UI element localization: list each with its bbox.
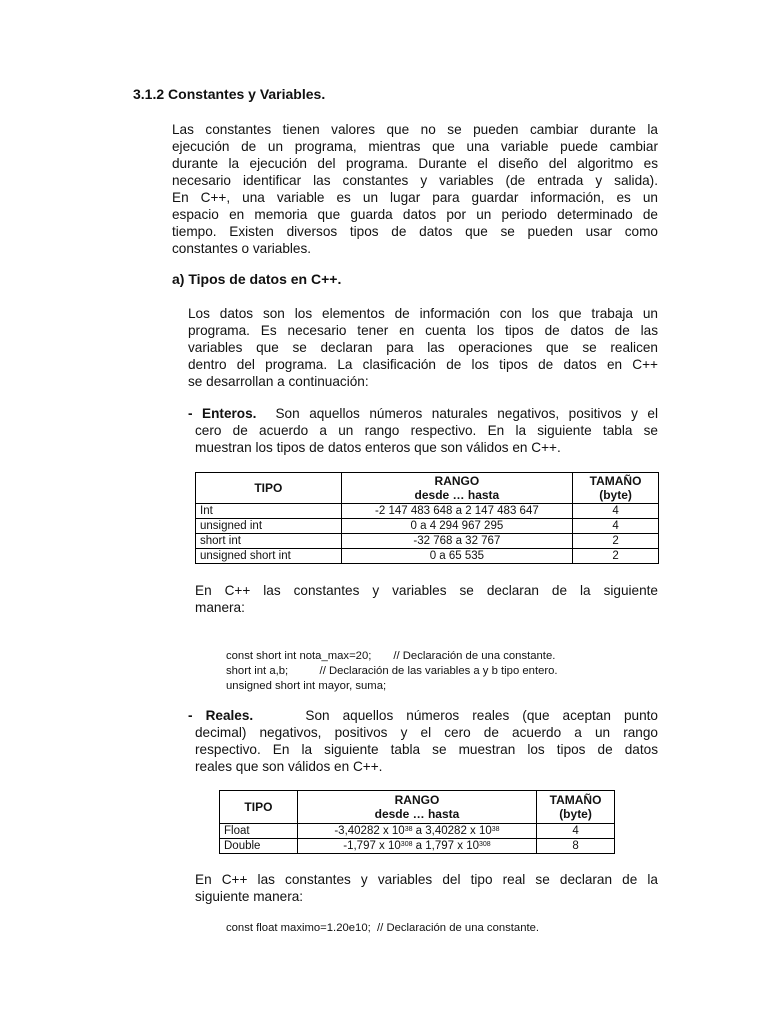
text-line: En C++ las constantes y variables del tipo real se declaran de la bbox=[195, 872, 658, 887]
code-line: unsigned short int mayor, suma; bbox=[226, 680, 387, 692]
text-line: ejecución de un programa, mientras que una variable puede cambiar bbox=[172, 139, 658, 154]
enteros-label: - Enteros. bbox=[188, 406, 257, 421]
text-line: constantes o variables. bbox=[172, 241, 312, 256]
cell-tipo: Float bbox=[220, 824, 298, 839]
text-line: cero de acuerdo a un rango respectivo. En la siguiente tabla se bbox=[195, 423, 658, 438]
table-row bbox=[196, 549, 659, 564]
reales-decl-paragraph bbox=[195, 871, 658, 905]
cell-tipo: short int bbox=[196, 534, 342, 549]
header-tamano-sub: (byte) bbox=[559, 807, 592, 821]
header-rango-sub: desde … hasta bbox=[374, 807, 460, 821]
range-from: -3,40282 x 10 bbox=[334, 825, 405, 837]
text-line: respectivo. En la siguiente tabla se muestran los tipos de datos bbox=[195, 742, 658, 757]
cell-rango: -2 147 483 648 a 2 147 483 647 bbox=[341, 504, 572, 519]
header-tipo: TIPO bbox=[220, 791, 298, 824]
cell-tipo: unsigned short int bbox=[196, 549, 342, 564]
table-row bbox=[196, 534, 659, 549]
table-row bbox=[196, 504, 659, 519]
text-line: se desarrollan a continuación: bbox=[188, 374, 369, 389]
reales-label: - Reales. bbox=[188, 708, 254, 723]
exponent: 308 bbox=[478, 841, 491, 848]
header-tamano-label: TAMAÑO bbox=[589, 474, 642, 488]
exponent: 38 bbox=[491, 826, 500, 833]
cell-tamano: 8 bbox=[537, 839, 615, 854]
cell-tamano: 2 bbox=[573, 549, 659, 564]
header-rango-label: RANGO bbox=[434, 474, 480, 488]
header-tamano-label: TAMAÑO bbox=[549, 793, 602, 807]
text-line bbox=[188, 405, 658, 422]
cell-rango bbox=[297, 824, 536, 839]
cell-tipo: unsigned int bbox=[196, 519, 342, 534]
code-line: const float maximo=1.20e10; // Declaración de una constante. bbox=[226, 922, 540, 934]
header-tamano bbox=[573, 473, 659, 504]
enteros-code-block bbox=[226, 649, 558, 694]
cell-tamano: 2 bbox=[573, 534, 659, 549]
cell-rango bbox=[297, 839, 536, 854]
header-tamano-sub: (byte) bbox=[599, 488, 632, 502]
reales-paragraph bbox=[188, 707, 658, 775]
text-line: manera: bbox=[195, 600, 245, 615]
text-line: decimal) negativos, positivos y el cero de acuerdo a un rango bbox=[195, 725, 658, 740]
text-line: dentro del programa. La clasificación de los tipos de datos en C++ bbox=[188, 357, 658, 372]
header-rango bbox=[297, 791, 536, 824]
intro-paragraph bbox=[172, 121, 658, 257]
reales-code-block bbox=[226, 921, 539, 936]
cell-rango: 0 a 4 294 967 295 bbox=[341, 519, 572, 534]
cell-tamano: 4 bbox=[573, 504, 659, 519]
text-line: muestran los tipos de datos enteros que son válidos en C++. bbox=[195, 440, 561, 455]
exponent: 308 bbox=[400, 841, 413, 848]
cell-rango: 0 a 65 535 bbox=[341, 549, 572, 564]
range-from: -1,797 x 10 bbox=[343, 840, 401, 852]
text-line: reales que son válidos en C++. bbox=[195, 759, 383, 774]
range-to: a 3,40282 x 10 bbox=[412, 825, 492, 837]
cell-tamano: 4 bbox=[537, 824, 615, 839]
header-tipo: TIPO bbox=[196, 473, 342, 504]
reales-line-0: Son aquellos números reales (que aceptan punto bbox=[305, 708, 658, 723]
header-rango bbox=[341, 473, 572, 504]
header-rango-sub: desde … hasta bbox=[414, 488, 500, 502]
range-to: a 1,797 x 10 bbox=[412, 840, 479, 852]
reales-table bbox=[219, 790, 615, 854]
enteros-decl-paragraph bbox=[195, 582, 658, 616]
enteros-table bbox=[195, 472, 659, 564]
exponent: 38 bbox=[404, 826, 413, 833]
text-line bbox=[188, 707, 658, 724]
enteros-paragraph bbox=[188, 405, 658, 456]
table-row bbox=[220, 824, 615, 839]
text-line: siguiente manera: bbox=[195, 889, 304, 904]
header-rango-label: RANGO bbox=[394, 793, 440, 807]
text-line: programa. Es necesario tener en cuenta los tipos de datos de las bbox=[188, 323, 658, 338]
text-line: En C++ las constantes y variables se declaran de la siguiente bbox=[195, 583, 658, 598]
text-line: variables que se declaran para las operaciones que se realicen bbox=[188, 340, 658, 355]
text-line: Los datos son los elementos de información con los que trabaja un bbox=[188, 306, 658, 321]
text-line: tiempo. Existen diversos tipos de datos que se pueden usar como bbox=[172, 224, 658, 239]
text-line: necesario identificar las constantes y variables (de entrada y salida). bbox=[172, 173, 658, 188]
text-line: durante la ejecución del programa. Durante el diseño del algoritmo es bbox=[172, 156, 658, 171]
table-header-row bbox=[220, 791, 615, 824]
cell-tamano: 4 bbox=[573, 519, 659, 534]
cell-tipo: Double bbox=[220, 839, 298, 854]
datos-paragraph bbox=[188, 305, 658, 390]
text-line: En C++, una variable es un lugar para guardar información, es un bbox=[172, 190, 658, 205]
text-line: Las constantes tienen valores que no se pueden cambiar durante la bbox=[172, 122, 658, 137]
table-row bbox=[220, 839, 615, 854]
text-line: espacio en memoria que guarda datos por un periodo determinado de bbox=[172, 207, 658, 222]
table-header-row bbox=[196, 473, 659, 504]
header-tamano bbox=[537, 791, 615, 824]
cell-tipo: Int bbox=[196, 504, 342, 519]
code-line: short int a,b; // Declaración de las variables a y b tipo entero. bbox=[226, 665, 558, 677]
enteros-line-0: Son aquellos números naturales negativos, positivos y el bbox=[275, 406, 658, 421]
table-row bbox=[196, 519, 659, 534]
code-line: const short int nota_max=20; // Declaración de una constante. bbox=[226, 650, 556, 662]
subsection-heading: a) Tipos de datos en C++. bbox=[172, 271, 342, 287]
cell-rango: -32 768 a 32 767 bbox=[341, 534, 572, 549]
section-heading: 3.1.2 Constantes y Variables. bbox=[133, 86, 326, 102]
